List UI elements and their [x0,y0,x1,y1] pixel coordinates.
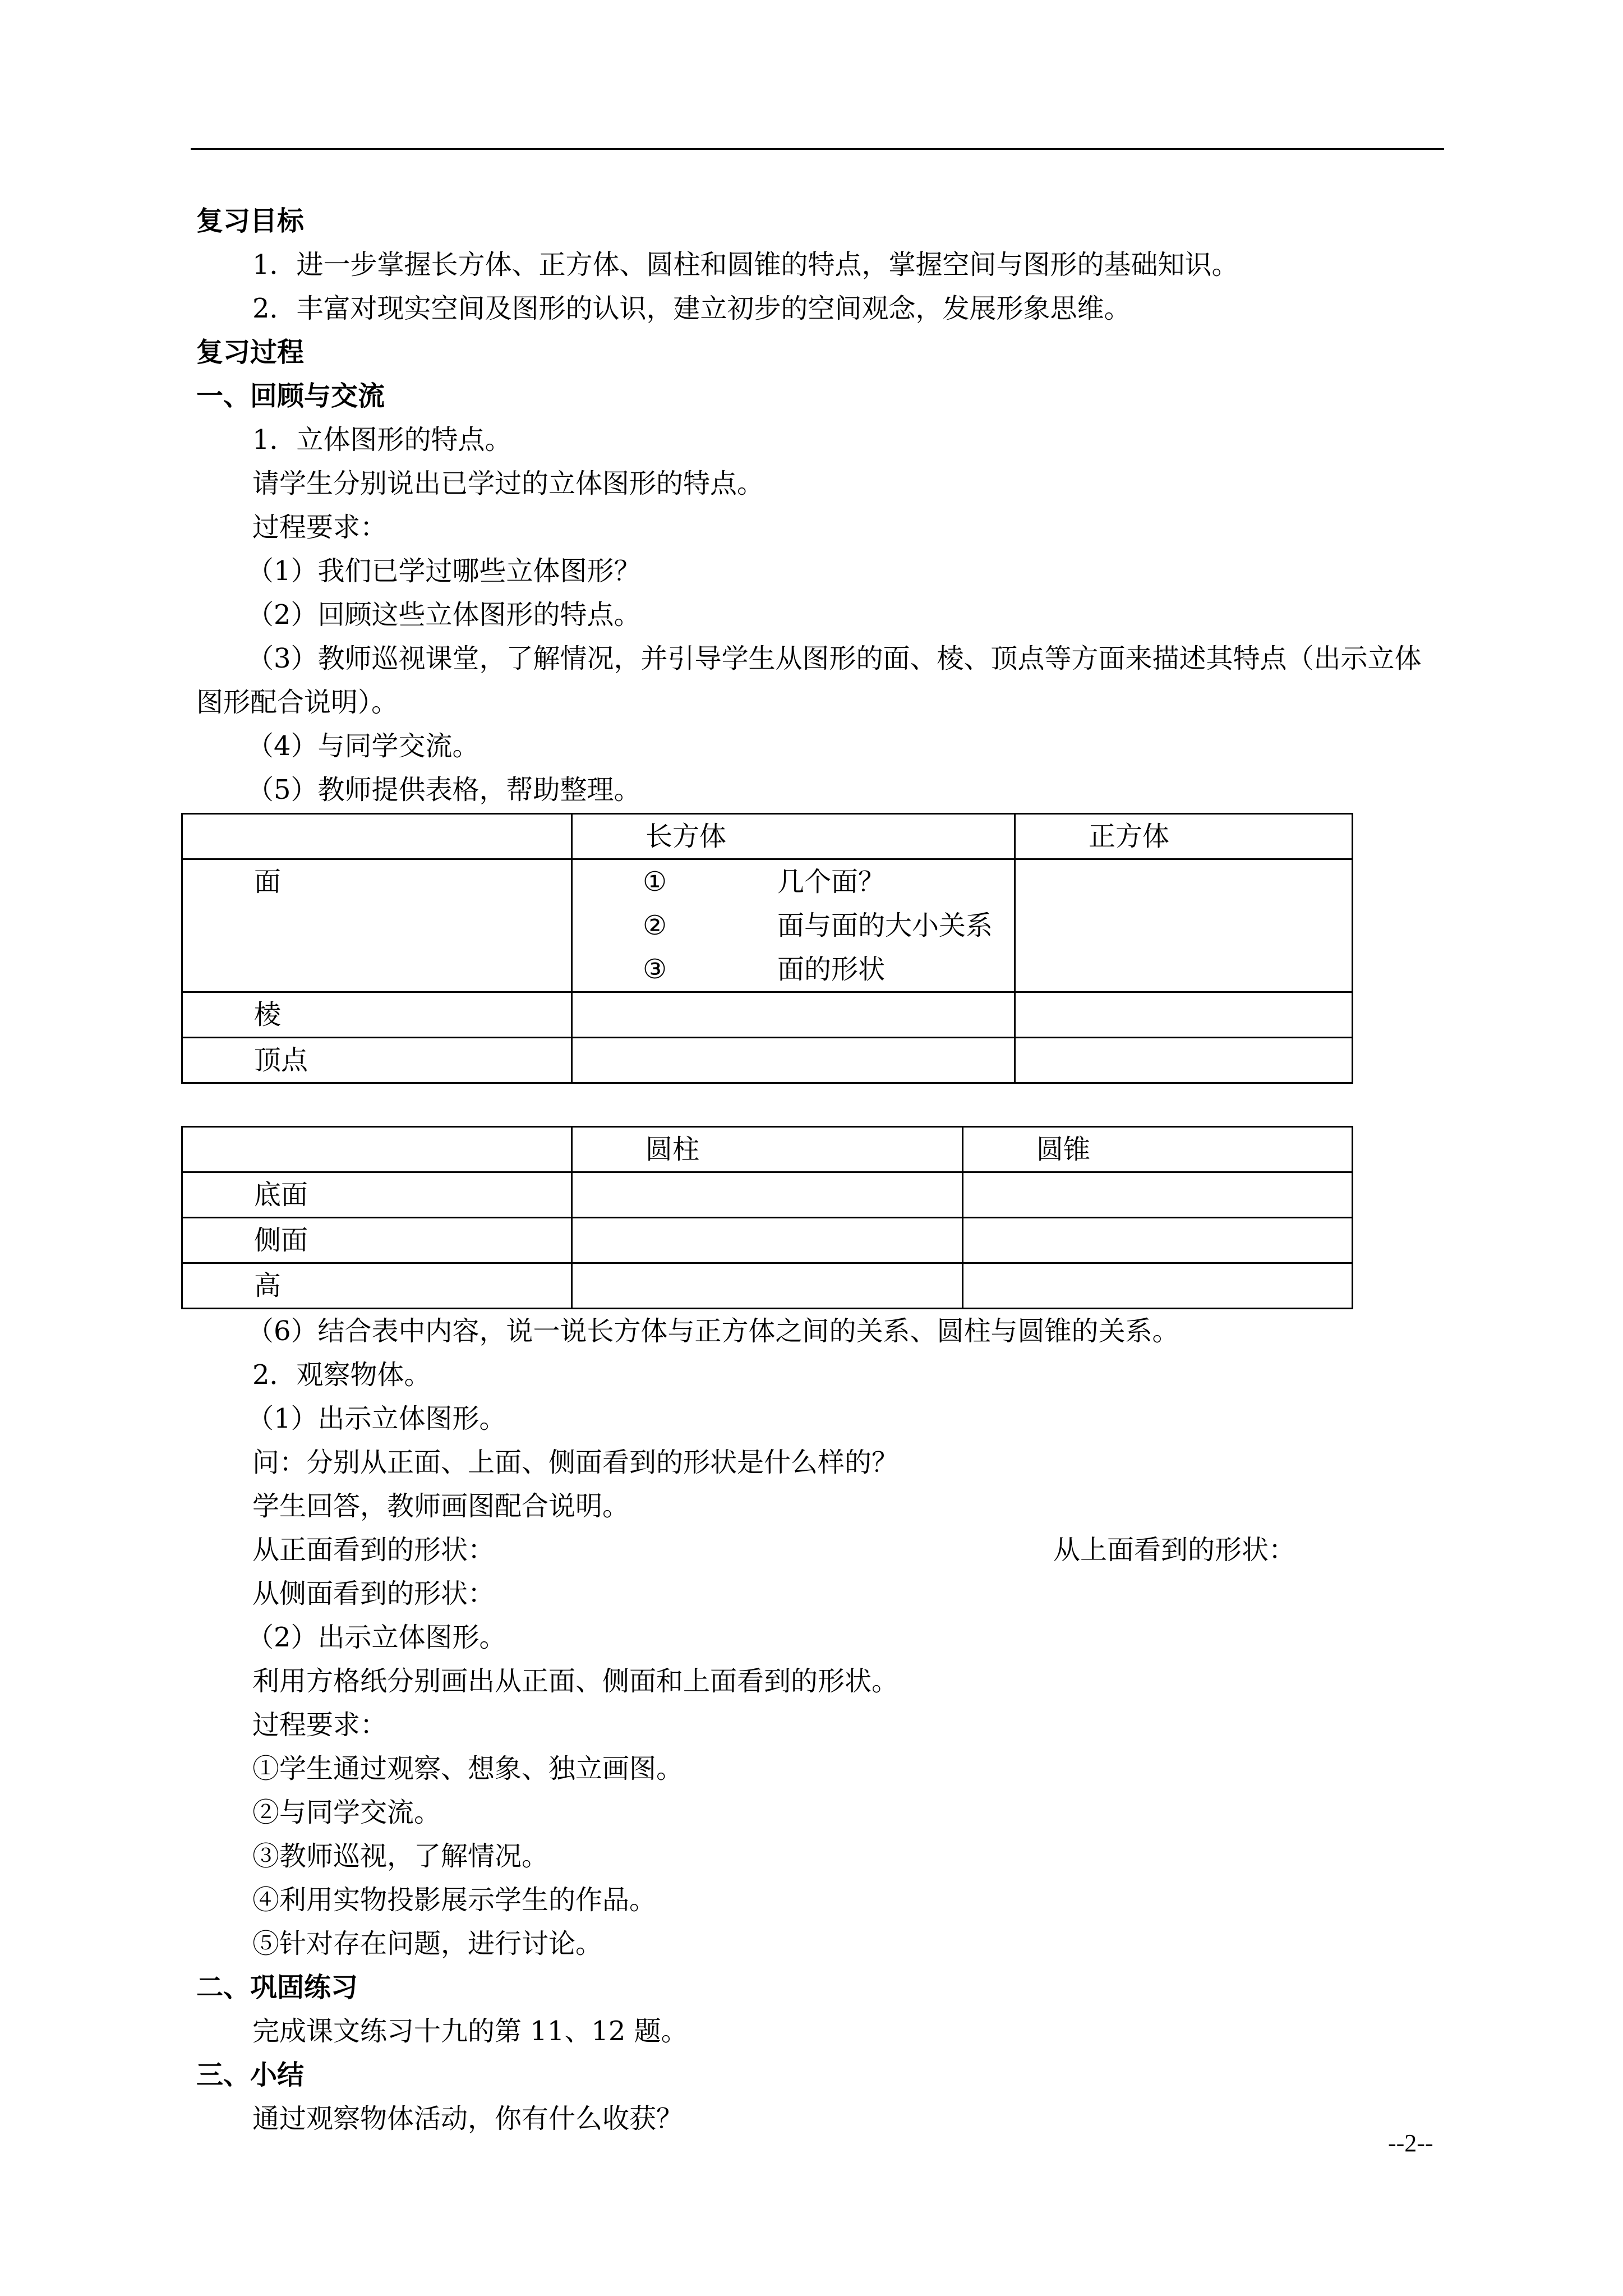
step-6: （6）结合表中内容，说一说长方体与正方体之间的关系、圆柱与圆锥的关系。 [247,1315,1179,1347]
circle-step-2: ②与同学交流。 [252,1797,441,1828]
table-row-label-edge: 棱 [182,992,572,1038]
face-item-2 [573,904,1014,947]
table-row-label-base: 底面 [182,1172,572,1218]
face-item-1-num: ① [643,866,667,898]
step-1: （1）我们已学过哪些立体图形？ [247,555,641,587]
circle-step-5: ⑤针对存在问题，进行讨论。 [252,1928,603,1959]
face-item-3-text: 面的形状 [777,954,886,985]
table-row-label-height: 高 [182,1263,572,1309]
header-rule [191,148,1444,150]
face-item-2-text: 面与面的大小关系 [777,910,993,941]
requirements-label-2: 过程要求： [252,1709,388,1741]
section2-heading: 二、巩固练习 [196,1972,358,2003]
section1-heading: 一、回顾与交流 [196,380,385,412]
table-cell [1015,1038,1353,1083]
table-cell [963,1218,1353,1263]
face-item-2-num: ② [643,910,667,941]
table-header-cube: 正方体 [1015,814,1353,859]
step-3: （3）教师巡视课堂，了解情况，并引导学生从图形的面、棱、顶点等方面来描述其特点（出示立体图形配合说明）。 [196,643,1422,718]
process-heading: 复习过程 [196,337,305,368]
table-row [182,1218,1353,1263]
table-cell [572,1218,963,1263]
view-labels-row [196,1528,1441,1572]
objectives-heading: 复习目标 [196,205,305,237]
face-item-1 [573,860,1014,904]
section2-text: 完成课文练习十九的第 11、12 题。 [252,2016,688,2047]
table-cell [572,1263,963,1309]
table-cell [1015,992,1353,1038]
table-cell [572,1038,1015,1083]
circle-step-1: ①学生通过观察、想象、独立画图。 [252,1753,684,1784]
table-row [182,1172,1353,1218]
table-row-label-side: 侧面 [182,1218,572,1263]
page-number: --2-- [1388,2129,1433,2157]
item2-title: 2．观察物体。 [252,1359,431,1391]
step-4: （4）与同学交流。 [247,730,479,762]
table-cell [182,814,572,859]
prompt-text: 请学生分别说出已学过的立体图形的特点。 [252,468,764,499]
cylinder-cone-table [181,1126,1353,1309]
step-2: （2）回顾这些立体图形的特点。 [247,599,641,631]
circle-step-3: ③教师巡视，了解情况。 [252,1841,549,1872]
table-row [182,859,1353,992]
top-view-label: 从上面看到的形状： [1053,1534,1295,1566]
objective-item-1: 1．进一步掌握长方体、正方体、圆柱和圆锥的特点，掌握空间与图形的基础知识。 [252,249,1239,280]
front-view-label: 从正面看到的形状： [252,1534,495,1566]
table-row [182,1127,1353,1172]
face-item-1-text: 几个面？ [777,866,886,898]
draw-task: 利用方格纸分别画出从正面、侧面和上面看到的形状。 [252,1665,899,1697]
sub-step-1: （1）出示立体图形。 [247,1403,506,1434]
table-row [182,992,1353,1038]
cuboid-cube-table [181,813,1353,1084]
table-row-label-vertex: 顶点 [182,1038,572,1083]
table-row-label-face: 面 [182,859,572,992]
step-5: （5）教师提供表格，帮助整理。 [247,774,641,806]
face-item-3-num: ③ [643,954,667,985]
requirements-label: 过程要求： [252,512,388,543]
sub-step-2: （2）出示立体图形。 [247,1622,506,1653]
face-item-3 [573,947,1014,991]
table-cell [963,1263,1353,1309]
face-items-cell [572,859,1015,992]
table-cell [182,1127,572,1172]
item1-title: 1．立体图形的特点。 [252,424,512,455]
table-cell [572,1172,963,1218]
table-header-cone: 圆锥 [963,1127,1353,1172]
objective-item-2: 2．丰富对现实空间及图形的认识，建立初步的空间观念，发展形象思维。 [252,293,1131,324]
question-text: 问：分别从正面、上面、侧面看到的形状是什么样的？ [252,1447,899,1478]
table-cell [572,992,1015,1038]
table-cell [1015,859,1353,992]
table-header-cuboid: 长方体 [572,814,1015,859]
section3-text: 通过观察物体活动，你有什么收获？ [252,2103,684,2134]
answer-text: 学生回答，教师画图配合说明。 [252,1490,630,1522]
side-view-label: 从侧面看到的形状： [252,1578,495,1609]
table-header-cylinder: 圆柱 [572,1127,963,1172]
section3-heading: 三、小结 [196,2059,305,2091]
table-row [182,1038,1353,1083]
circle-step-4: ④利用实物投影展示学生的作品。 [252,1884,657,1916]
document-body [196,199,1441,2141]
table-row [182,814,1353,859]
table-row [182,1263,1353,1309]
table-cell [963,1172,1353,1218]
